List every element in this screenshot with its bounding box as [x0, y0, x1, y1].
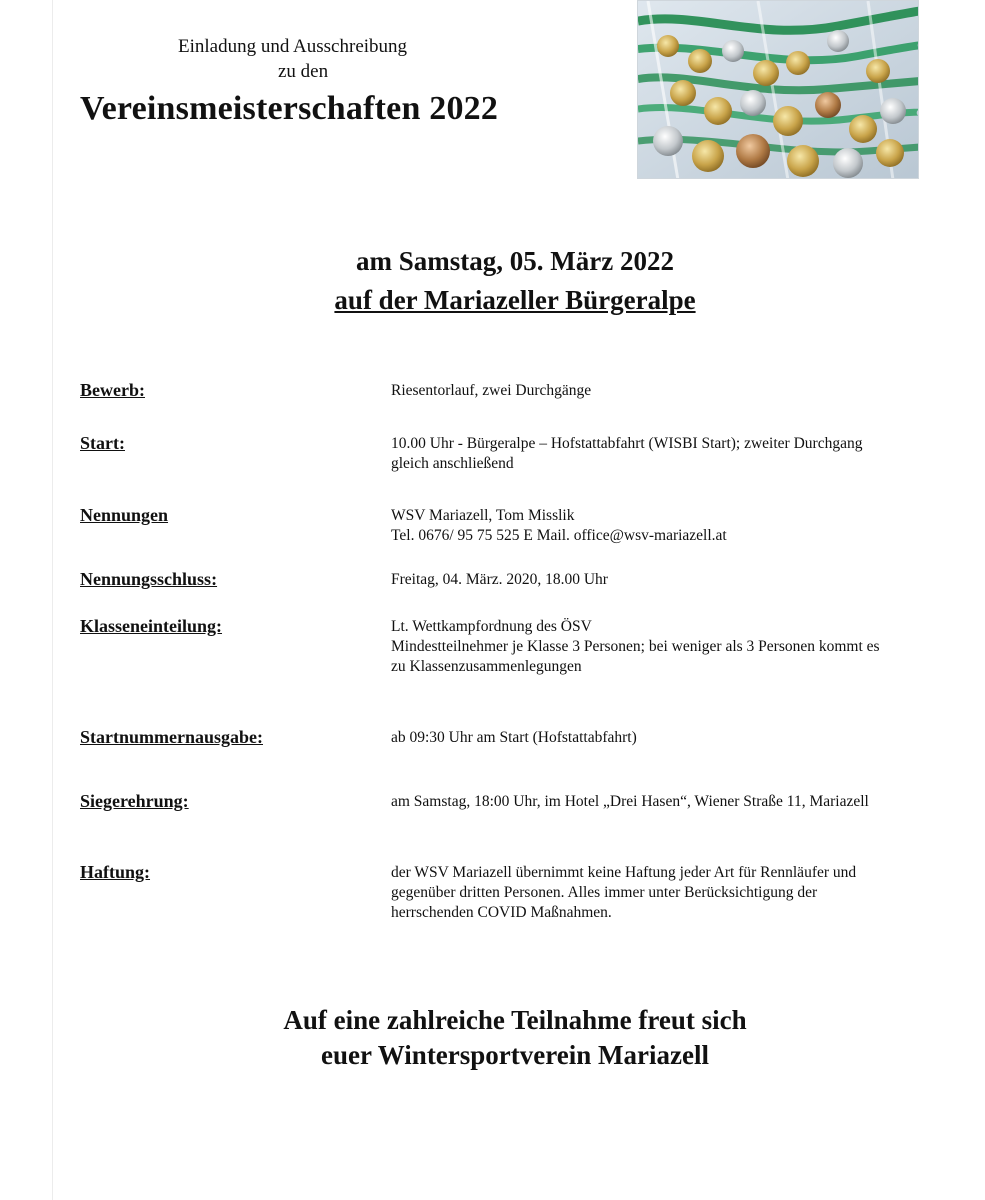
detail-line: Mindestteilnehmer je Klasse 3 Personen; bei weniger als 3 Personen kommt es [391, 638, 880, 655]
closing-line-2: euer Wintersportverein Mariazell [321, 1040, 709, 1070]
detail-value [391, 570, 951, 590]
detail-label: Siegerehrung: [80, 791, 189, 811]
detail-label: Bewerb: [80, 380, 145, 400]
detail-label: Startnummernausgabe: [80, 727, 263, 747]
event-place: auf der Mariazeller Bürgeralpe [334, 285, 696, 315]
detail-value [391, 792, 951, 812]
page-title: Vereinsmeisterschaften 2022 [80, 90, 499, 127]
detail-line: herrschenden COVID Maßnahmen. [391, 904, 612, 921]
detail-line: zu Klassenzusammenlegungen [391, 658, 582, 675]
detail-line: Lt. Wettkampfordnung des ÖSV [391, 618, 592, 635]
detail-label: Nennungen [80, 505, 169, 525]
detail-value [391, 434, 951, 474]
detail-value [391, 728, 951, 748]
detail-line: 10.00 Uhr - Bürgeralpe – Hofstattabfahrt (WISBI Start); zweiter Durchgang [391, 435, 863, 452]
detail-line: ab 09:30 Uhr am Start (Hofstattabfahrt) [391, 729, 637, 746]
detail-line: der WSV Mariazell übernimmt keine Haftung jeder Art für Rennläufer und [391, 864, 857, 881]
detail-label: Nennungsschluss: [80, 569, 218, 589]
detail-line: WSV Mariazell, Tom Misslik [391, 507, 575, 524]
detail-line: am Samstag, 18:00 Uhr, im Hotel „Drei Hasen“, Wiener Straße 11, Mariazell [391, 793, 869, 810]
detail-line: gleich anschließend [391, 455, 514, 472]
closing-message [0, 1003, 985, 1073]
detail-label: Start: [80, 433, 125, 453]
header-intro [160, 34, 500, 84]
detail-value [391, 617, 951, 677]
detail-line: Freitag, 04. März. 2020, 18.00 Uhr [391, 571, 608, 588]
detail-line: Riesentorlauf, zwei Durchgänge [391, 382, 592, 399]
detail-label: Klasseneinteilung: [80, 616, 223, 636]
event-date: am Samstag, 05. März 2022 [356, 246, 674, 276]
intro-line-1: Einladung und Ausschreibung [178, 36, 408, 57]
detail-value [391, 863, 951, 923]
detail-value [391, 506, 951, 546]
intro-line-2: zu den [278, 61, 329, 82]
detail-line: Tel. 0676/ 95 75 525 E Mail. office@wsv-mariazell.at [391, 527, 727, 544]
closing-line-1: Auf eine zahlreiche Teilnahme freut sich [283, 1005, 747, 1035]
detail-label: Haftung: [80, 862, 151, 882]
detail-value [391, 381, 951, 401]
detail-line: gegenüber dritten Personen. Alles immer unter Berücksichtigung der [391, 884, 818, 901]
medals-photo [637, 0, 919, 179]
